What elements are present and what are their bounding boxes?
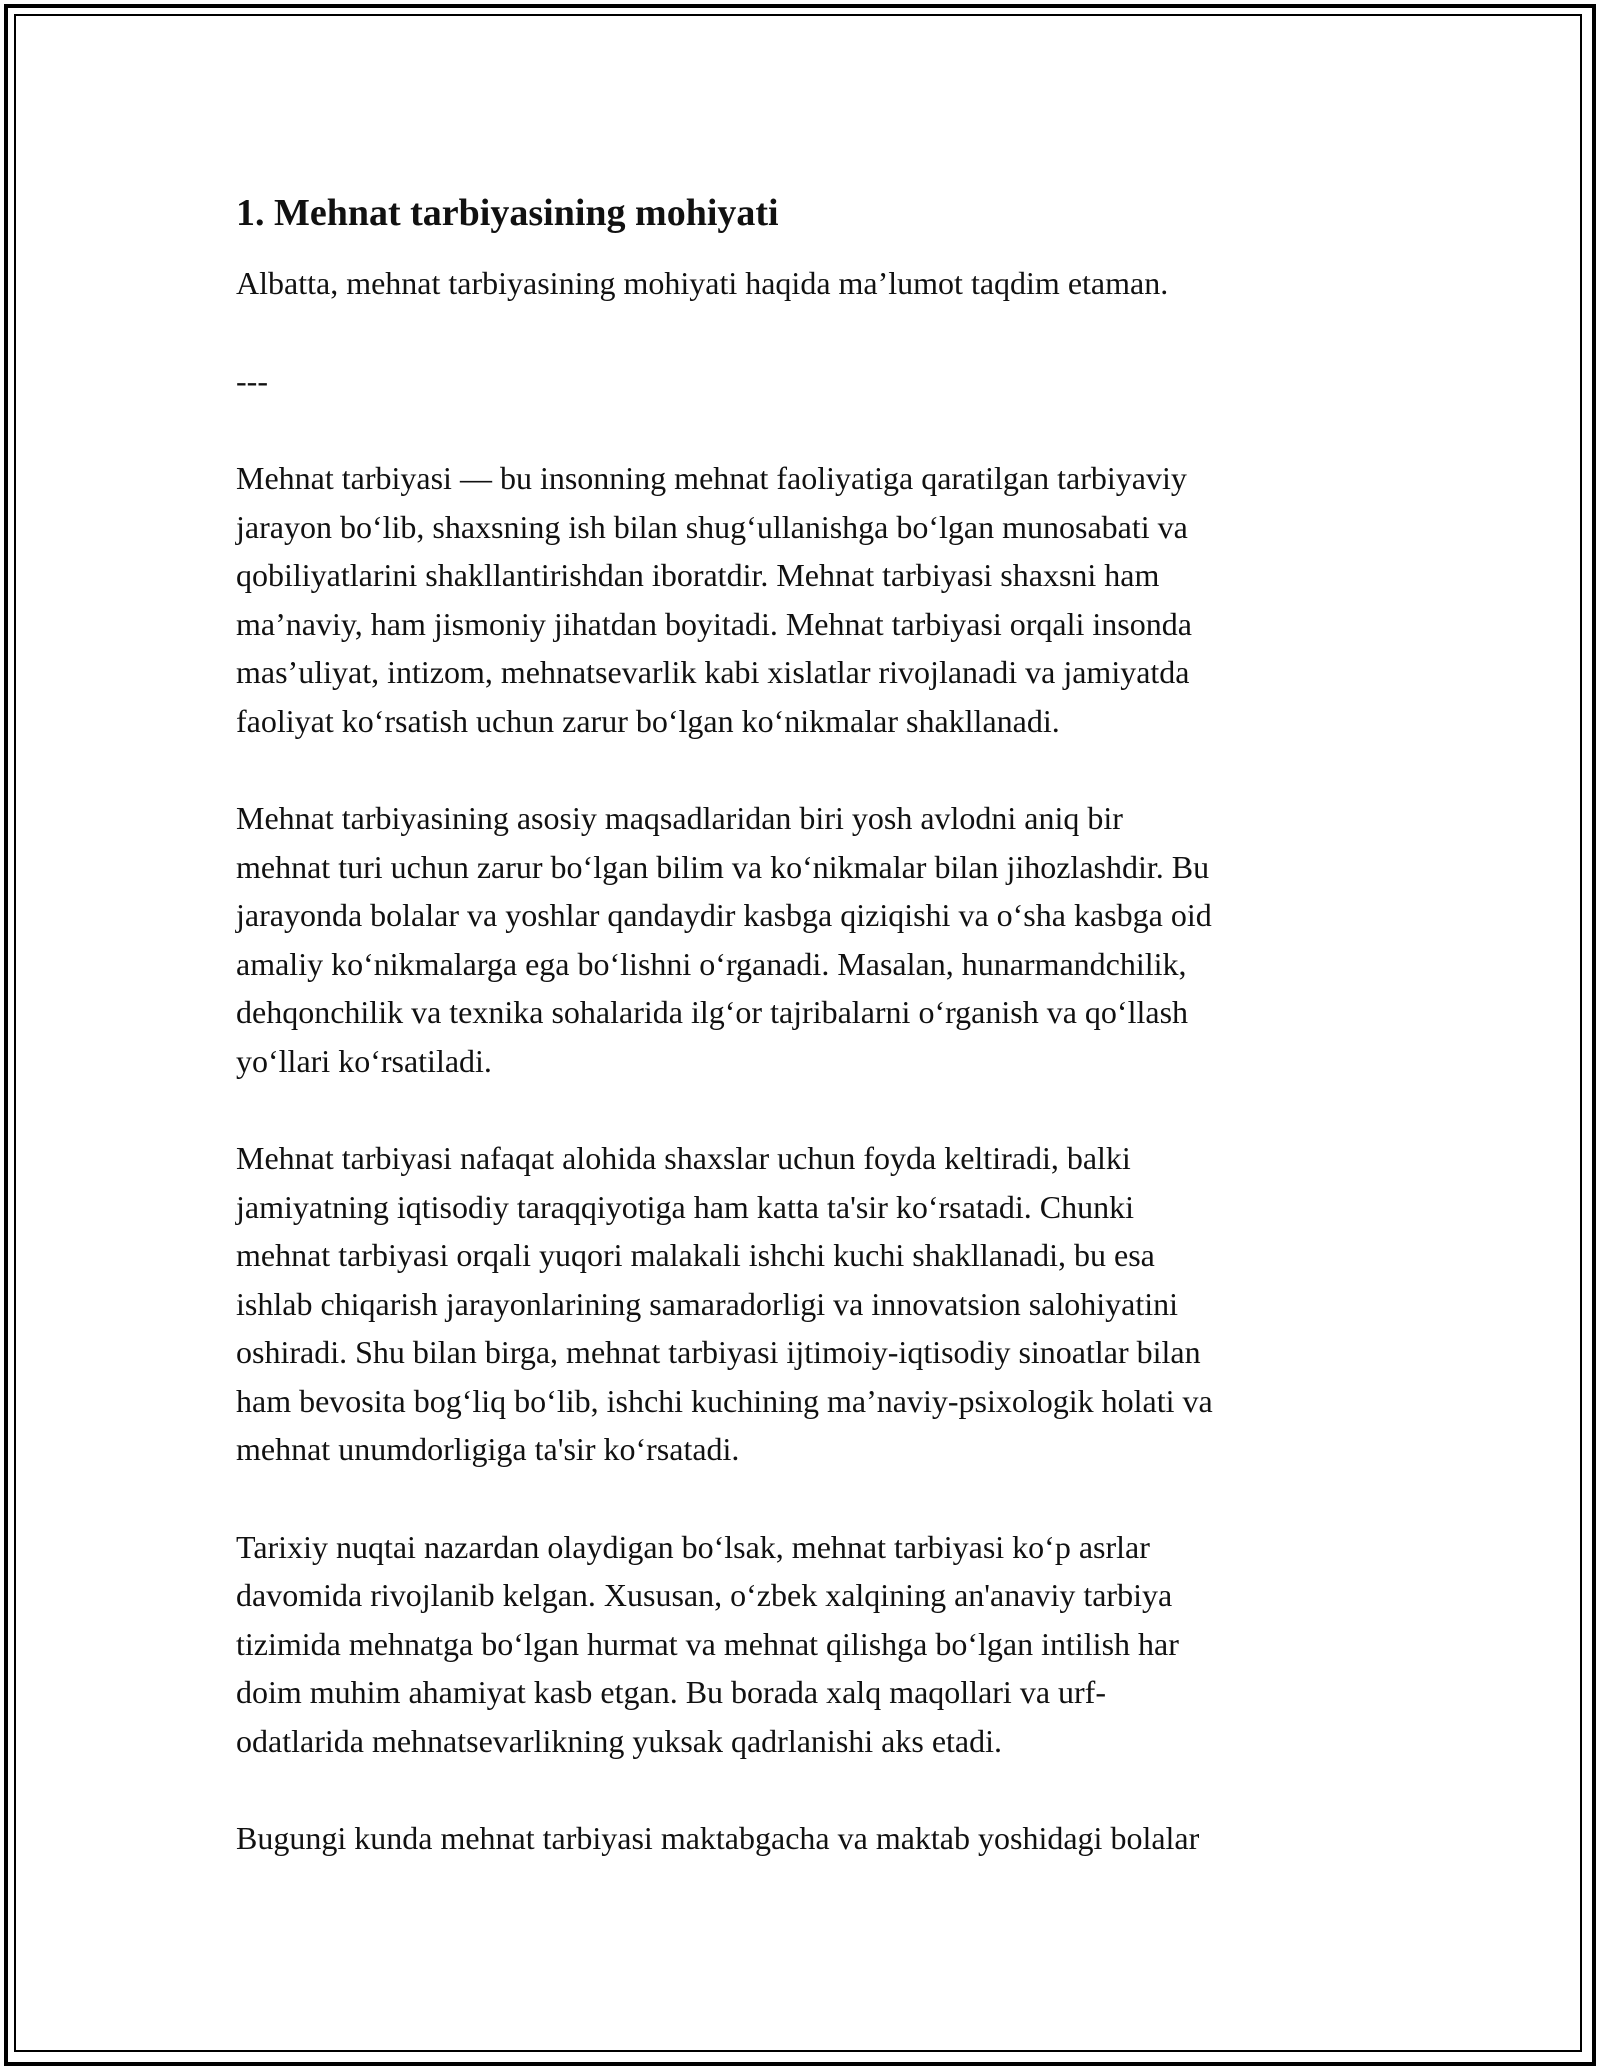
paragraph-line: amaliy ko‘nikmalarga ega bo‘lishni o‘rganadi. Masalan, hunarmandchilik, xyxy=(236,945,1187,982)
paragraph-line: ishlab chiqarish jarayonlarining samaradorligi va innovatsion salohiyatini xyxy=(236,1285,1178,1322)
document-title: 1. Mehnat tarbiyasining mohiyati xyxy=(236,192,779,234)
body-paragraph xyxy=(236,1814,1376,1863)
paragraph-line: qobiliyatlarini shakllantirishdan iboratdir. Mehnat tarbiyasi shaxsni ham xyxy=(236,557,1160,593)
body-paragraph xyxy=(236,1523,1376,1766)
paragraph-line: dehqonchilik va texnika sohalarida ilg‘or tajribalarni o‘rganish va qo‘llash xyxy=(236,994,1189,1030)
body-paragraph xyxy=(236,1134,1376,1474)
paragraph-line: Mehnat tarbiyasi nafaqat alohida shaxslar uchun foyda keltiradi, balki xyxy=(236,1140,1131,1176)
paragraph-line: tizimida mehnatga bo‘lgan hurmat va mehnat qilishga bo‘lgan intilish har xyxy=(236,1625,1179,1662)
paragraph-line: davomida rivojlanib kelgan. Xususan, o‘zbek xalqining an'anaviy tarbiya xyxy=(236,1577,1173,1613)
paragraph-line: mehnat turi uchun zarur bo‘lgan bilim va ko‘nikmalar bilan jihozlashdir. Bu xyxy=(236,848,1210,885)
paragraph-line: jarayonda bolalar va yoshlar qandaydir kasbga qiziqishi va o‘sha kasbga oid xyxy=(236,897,1212,933)
paragraph-line: Mehnat tarbiyasi — bu insonning mehnat faoliyatiga qaratilgan tarbiyaviy xyxy=(236,460,1187,496)
paragraph-line: doim muhim ahamiyat kasb etgan. Bu borada xalq maqollari va urf- xyxy=(236,1674,1106,1710)
paragraph-line: mas’uliyat, intizom, mehnatsevarlik kabi xislatlar rivojlanadi va jamiyatda xyxy=(236,654,1190,690)
paragraph-line: mehnat unumdorligiga ta'sir ko‘rsatadi. xyxy=(236,1431,740,1467)
paragraph-line: odatlarida mehnatsevarlikning yuksak qadrlanishi aks etadi. xyxy=(236,1722,1002,1759)
body-paragraph xyxy=(236,454,1376,745)
paragraph-line: ham bevosita bog‘liq bo‘lib, ishchi kuchining ma’naviy-psixologik holati va xyxy=(236,1382,1213,1419)
paragraph-line: jarayon bo‘lib, shaxsning ish bilan shug‘ullanishga bo‘lgan munosabati va xyxy=(236,508,1188,545)
paragraph-line: Tarixiy nuqtai nazardan olaydigan bo‘lsak, mehnat tarbiyasi ko‘p asrlar xyxy=(236,1528,1150,1565)
paragraph-line: Bugungi kunda mehnat tarbiyasi maktabgacha va maktab yoshidagi bolalar xyxy=(236,1820,1200,1856)
paragraph-line: jamiyatning iqtisodiy taraqqiyotiga ham katta ta'sir ko‘rsatadi. Chunki xyxy=(236,1188,1135,1225)
paragraph-line: faoliyat ko‘rsatish uchun zarur bo‘lgan ko‘nikmalar shakllanadi. xyxy=(236,702,1060,739)
body-paragraph xyxy=(236,794,1376,1085)
paragraph-line: ma’naviy, ham jismoniy jihatdan boyitadi. Mehnat tarbiyasi orqali insonda xyxy=(236,605,1192,642)
separator-line: --- xyxy=(236,362,268,399)
paragraph-line: oshiradi. Shu bilan birga, mehnat tarbiyasi ijtimoiy-iqtisodiy sinoatlar bilan xyxy=(236,1334,1201,1370)
document-body xyxy=(236,187,1376,1912)
paragraph-line: Mehnat tarbiyasining asosiy maqsadlaridan biri yosh avlodni aniq bir xyxy=(236,800,1123,836)
paragraph-line: mehnat tarbiyasi orqali yuqori malakali ishchi kuchi shakllanadi, bu esa xyxy=(236,1237,1155,1273)
intro-paragraph: Albatta, mehnat tarbiyasining mohiyati haqida ma’lumot taqdim etaman. xyxy=(236,265,1169,301)
paragraph-line: yo‘llari ko‘rsatiladi. xyxy=(236,1042,492,1079)
